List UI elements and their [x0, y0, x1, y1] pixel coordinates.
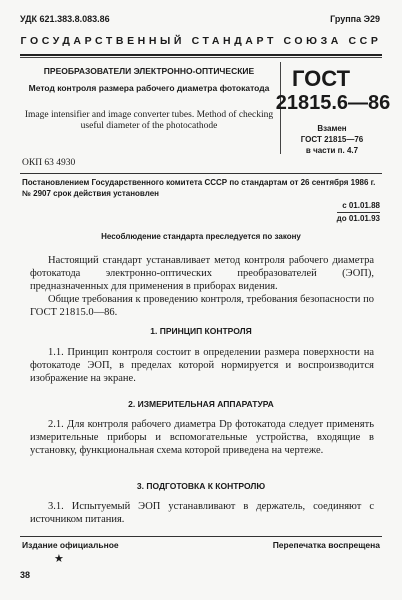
okp-rule — [20, 173, 382, 174]
section-1-title: 1. ПРИНЦИП КОНТРОЛЯ — [150, 326, 252, 336]
title-en: Image intensifier and image converter tubes. Method of checking useful diameter of the photocathode — [24, 110, 274, 131]
replaced-part: в части п. 4.7 — [305, 146, 359, 155]
section-3-text: 3.1. Испытуемый ЭОП устанавливают в держатель, соединяют с источником питания. — [30, 501, 374, 525]
section-1-text: 1.1. Принцип контроля состоит в определении размера поверхности на фотокатоде ЭОП, в пределах которой нормируется и воспроизводится изображение на экране. — [30, 347, 374, 384]
date-from: с 01.01.88 — [342, 201, 380, 210]
validity-dates — [337, 200, 380, 224]
header-rule — [20, 54, 382, 56]
replaced-block — [286, 123, 378, 156]
okp-code: ОКП 63 4930 — [22, 158, 76, 168]
replaced-label: Взамен — [317, 124, 347, 133]
title-ru-sub: Метод контроля размера рабочего диаметра фотокатода — [28, 83, 270, 93]
star-icon: ★ — [54, 553, 64, 565]
gost-label: ГОСТ — [292, 66, 351, 91]
footer-rule — [20, 536, 382, 537]
section-3-title: 3. ПОДГОТОВКА К КОНТРОЛЮ — [136, 481, 266, 491]
page-number: 38 — [20, 570, 31, 580]
replaced-standard: ГОСТ 21815—76 — [300, 135, 364, 144]
header-rule-thin — [20, 57, 382, 58]
decree-text: Постановлением Государственного комитета СССР по стандартам от 26 сентября 1986 г. № 2907 срок действия установлен — [22, 178, 376, 198]
title-ru-main: ПРЕОБРАЗОВАТЕЛИ ЭЛЕКТРОННО-ОПТИЧЕСКИЕ — [43, 66, 255, 76]
intro-paragraph-2: Общие требования к проведению контроля, требования безопасности по ГОСТ 21815.0—86. — [30, 294, 374, 318]
section-2-title: 2. ИЗМЕРИТЕЛЬНАЯ АППАРАТУРА — [128, 399, 274, 409]
official-edition: Издание официальное — [22, 540, 119, 550]
group-code: Группа Э29 — [330, 14, 380, 24]
legal-notice: Несоблюдение стандарта преследуется по закону — [101, 232, 301, 241]
gost-number: 21815.6—86 — [275, 92, 391, 114]
state-standard-banner: ГОСУДАРСТВЕННЫЙ СТАНДАРТ СОЮЗА ССР — [20, 35, 382, 47]
intro-paragraph-1: Настоящий стандарт устанавливает метод контроля рабочего диаметра фотокатода электронно-оптических преобразователей (ЭОП), предназначенных для применения в приборах видения. — [30, 255, 374, 292]
date-to: до 01.01.93 — [336, 214, 380, 223]
reprint-forbidden: Перепечатка воспрещена — [272, 540, 380, 550]
section-2-text: 2.1. Для контроля рабочего диаметра Dр фотокатода следует применять измерительные приборы и вспомогательные устройства, входящие в установку, функциональная схема которой приведена на чертеже. — [30, 419, 374, 456]
udk-code: УДК 621.383.8.083.86 — [20, 14, 110, 24]
